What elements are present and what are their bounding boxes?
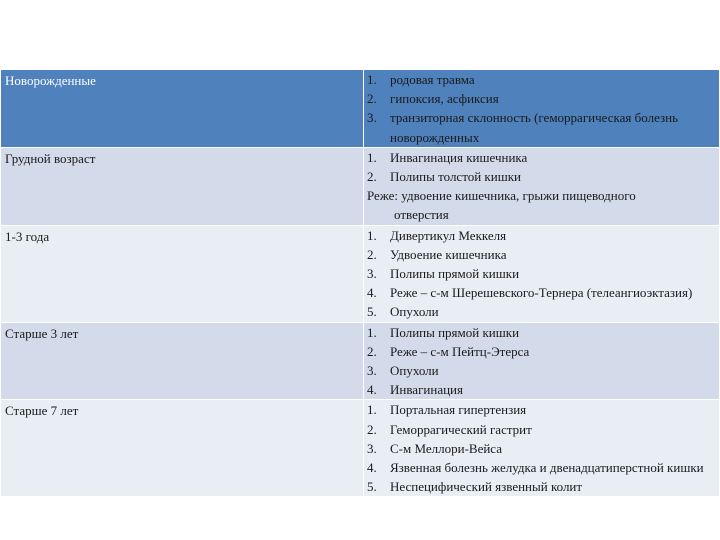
item-text: Опухоли — [390, 363, 439, 379]
item-number: 4. — [367, 382, 377, 398]
list-item — [367, 380, 719, 399]
table-row — [1, 225, 720, 322]
item-text: Неспецифический язвенный колит — [390, 479, 583, 495]
item-text: Полипы прямой кишки — [390, 324, 520, 340]
age-group-label: Грудной возраст — [5, 150, 96, 166]
list-item — [367, 342, 719, 361]
table-row — [1, 147, 720, 225]
item-text: гипоксия, асфиксия — [390, 91, 499, 107]
item-number: 2. — [367, 343, 377, 359]
list-item — [367, 283, 719, 302]
item-text: родовая травма — [390, 72, 475, 87]
list-item — [367, 400, 719, 419]
item-number: 3. — [367, 110, 377, 126]
causes-cell — [364, 400, 720, 497]
table-row — [1, 400, 720, 497]
item-text: Язвенная болезнь желудка и двенадцатиперстной кишки — [390, 460, 704, 476]
age-group-cell — [1, 70, 364, 148]
list-item — [367, 70, 719, 89]
causes-table — [0, 69, 720, 497]
age-group-cell — [1, 147, 364, 225]
list-item — [367, 89, 719, 108]
item-number: 1. — [367, 72, 377, 87]
item-number: 1. — [367, 149, 377, 165]
item-text: транзиторная склонность (геморрагическая болезнь новорожденных — [390, 110, 679, 145]
causes-cell — [364, 225, 720, 322]
list-item — [367, 302, 719, 321]
causes-cell — [364, 147, 720, 225]
item-number: 2. — [367, 246, 377, 262]
item-text: Полипы толстой кишки — [390, 169, 521, 185]
age-group-cell — [1, 322, 364, 400]
table-row — [1, 70, 720, 148]
item-number: 4. — [367, 460, 377, 476]
item-number: 3. — [367, 440, 377, 456]
causes-cell — [364, 322, 720, 400]
item-number: 2. — [367, 91, 377, 107]
item-text: Дивертикул Меккеля — [390, 227, 507, 243]
item-number: 3. — [367, 363, 377, 379]
item-text: С-м Меллори-Вейса — [390, 440, 502, 456]
item-text: Реже – с-м Шерешевского-Тернера (телеангиоэктазия) — [390, 285, 693, 301]
age-group-cell — [1, 400, 364, 497]
age-group-label: 1-3 года — [5, 228, 50, 244]
list-item — [367, 477, 719, 496]
list-item — [367, 264, 719, 283]
item-text: Портальная гипертензия — [390, 402, 527, 418]
item-number: 1. — [367, 324, 377, 340]
item-number: 5. — [367, 479, 377, 495]
list-item — [367, 458, 719, 477]
age-group-label: Новорожденные — [5, 73, 96, 88]
list-item — [367, 148, 719, 167]
age-group-label: Старше 3 лет — [5, 325, 79, 341]
causes-cell — [364, 70, 720, 148]
item-text: Инвагинация — [390, 382, 463, 398]
note-continuation: отверстия — [394, 207, 449, 223]
item-text: Инвагинация кишечника — [390, 149, 528, 165]
item-text: Опухоли — [390, 304, 439, 320]
age-group-label: Старше 7 лет — [5, 403, 79, 419]
item-number: 1. — [367, 402, 377, 418]
item-number: 3. — [367, 266, 377, 282]
list-item — [367, 108, 719, 146]
item-text: Геморрагический гастрит — [390, 421, 532, 437]
item-number: 5. — [367, 304, 377, 320]
item-text: Полипы прямой кишки — [390, 266, 520, 282]
item-number: 2. — [367, 169, 377, 185]
item-text: Реже – с-м Пейтц-Этерса — [390, 343, 530, 359]
list-item — [367, 167, 719, 186]
table-row — [1, 322, 720, 400]
list-item — [367, 361, 719, 380]
item-number: 2. — [367, 421, 377, 437]
list-item — [367, 420, 719, 439]
list-item — [367, 323, 719, 342]
list-item — [367, 226, 719, 245]
item-number: 1. — [367, 227, 377, 243]
item-text: Удвоение кишечника — [390, 246, 507, 262]
item-number: 4. — [367, 285, 377, 301]
list-item — [367, 439, 719, 458]
list-item — [367, 245, 719, 264]
age-group-cell — [1, 225, 364, 322]
note-text: Реже: удвоение кишечника, грыжи пищеводного — [367, 188, 636, 204]
